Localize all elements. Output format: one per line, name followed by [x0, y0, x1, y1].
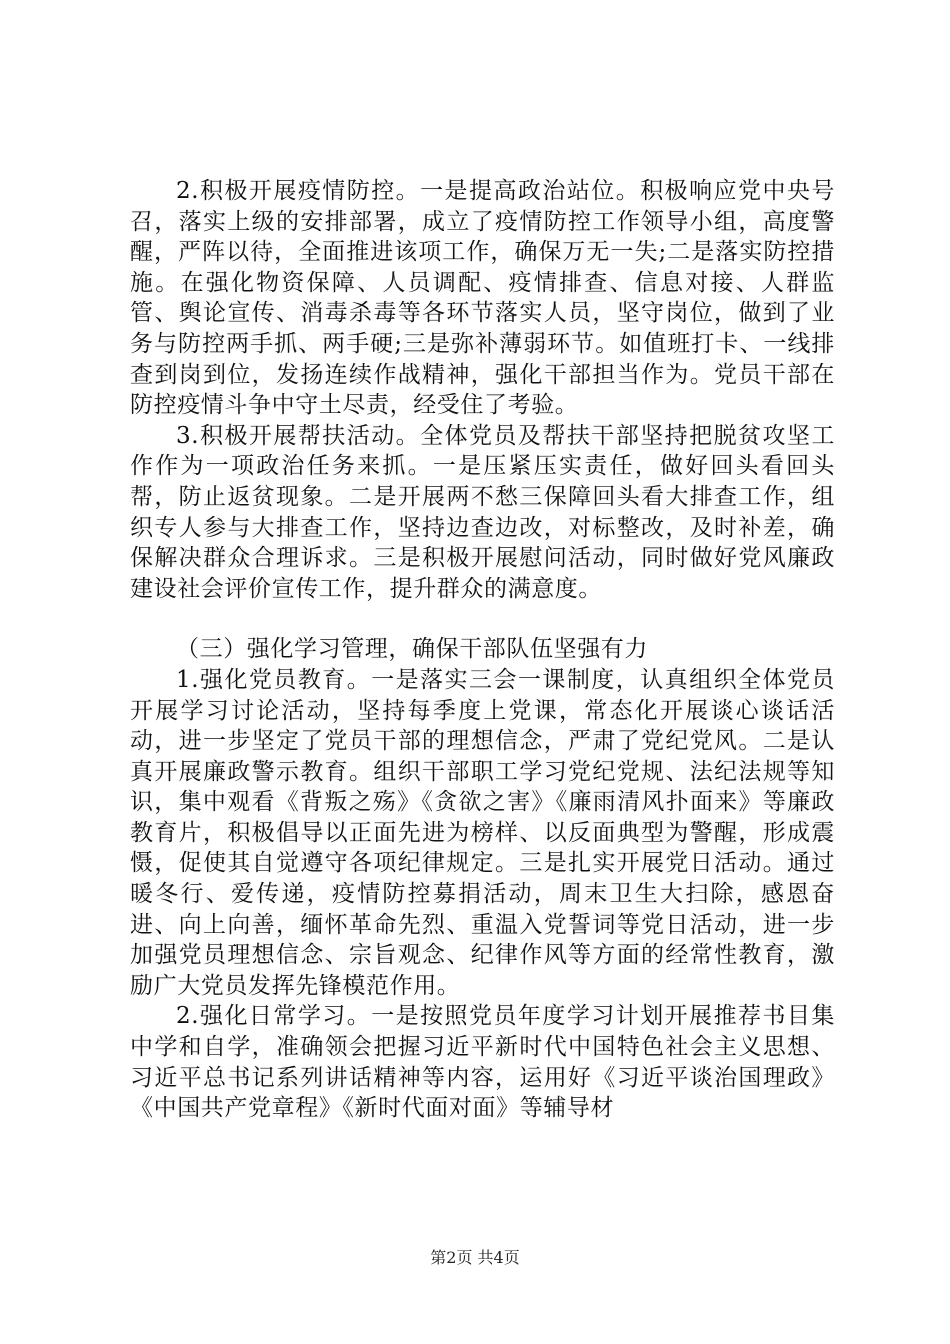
paragraph-epidemic-control: 2.积极开展疫情防控。一是提高政治站位。积极响应党中央号召，落实上级的安排部署，成立了疫情防控工作领导小组，高度警醒，严阵以待，全面推进该项工作，确保万无一失;二是落实防控措施。在强化物资保障、人员调配、疫情排查、信息对接、人群监管、舆论宣传、消毒杀毒等各环节落实人员，坚守岗位，做到了业务与防控两手抓、两手硬;三是弥补薄弱环节。如值班打卡、一线排查到岗到位，发扬连续作战精神，强化干部担当作为。党员干部在防控疫情斗争中守土尽责，经受住了考验。	[130, 178, 835, 419]
paragraph-daily-study: 2.强化日常学习。一是按照党员年度学习计划开展推荐书目集中学和自学，准确领会把握习近平新时代中国特色社会主义思想、习近平总书记系列讲话精神等内容，运用好《习近平谈治国理政》《中国共产党章程》《新时代面对面》等辅导材	[130, 1003, 835, 1122]
paragraph-gap	[130, 604, 835, 634]
paragraph-member-education: 1.强化党员教育。一是落实三会一课制度，认真组织全体党员开展学习讨论活动，坚持每季度上党课，常态化开展谈心谈话活动，进一步坚定了党员干部的理想信念，严肃了党纪党风。二是认真开展廉政警示教育。组织干部职工学习党纪党规、法纪法规等知识，集中观看《背叛之殇》《贪欲之害》《廉雨清风扑面来》等廉政教育片，积极倡导以正面先进为榜样、以反面典型为警醒，形成震慑，促使其自觉遵守各项纪律规定。三是扎实开展党日活动。通过暖冬行、爱传递，疫情防控募捐活动，周末卫生大扫除，感恩奋进、向上向善，缅怀革命先烈、重温入党誓词等党日活动，进一步加强党员理想信念、宗旨观念、纪律作风等方面的经常性教育，激励广大党员发挥先锋模范作用。	[130, 666, 835, 999]
page-number-footer: 第2页 共4页	[430, 1248, 520, 1267]
paragraph-assistance-activities: 3.积极开展帮扶活动。全体党员及帮扶干部坚持把脱贫攻坚工作作为一项政治任务来抓。一是压紧压实责任，做好回头看回头帮，防止返贫现象。二是开展两不愁三保障回头看大排查工作，组织专人参与大排查工作，坚持边查边改，对标整改，及时补差，确保解决群众合理诉求。三是积极开展慰问活动，同时做好党风廉政建设社会评价宣传工作，提升群众的满意度。	[130, 422, 835, 602]
document-body	[130, 176, 835, 1124]
section-heading: （三）强化学习管理，确保干部队伍坚强有力	[176, 636, 648, 663]
